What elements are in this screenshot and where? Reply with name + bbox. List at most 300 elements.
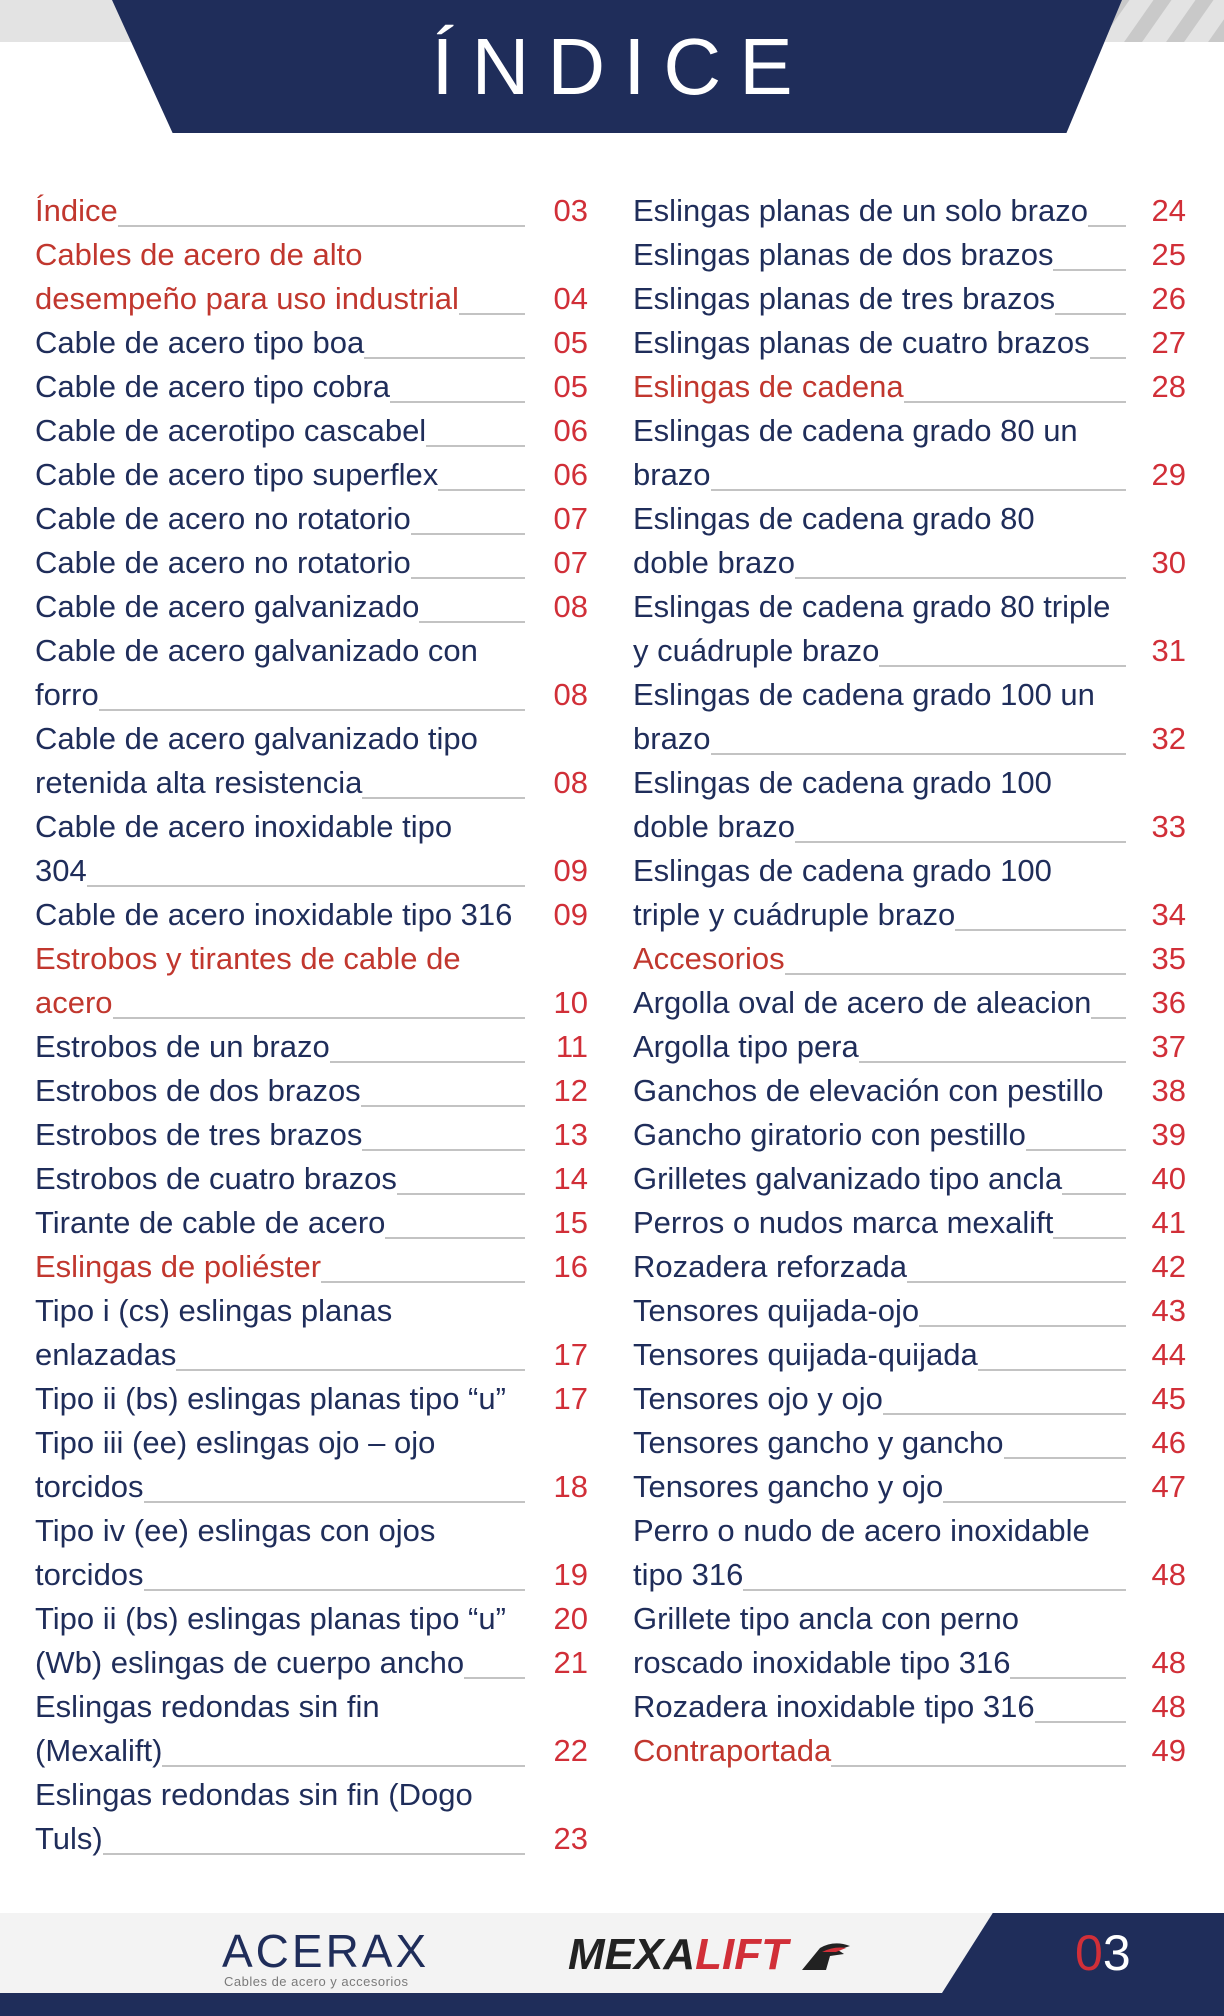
index-entry-text: [633, 1289, 1126, 1333]
index-entry-page: 07: [553, 501, 588, 536]
index-entry[interactable]: [633, 1157, 1197, 1201]
index-entry-page: 03: [553, 193, 588, 228]
index-entry-text: [35, 717, 525, 805]
index-entry[interactable]: [35, 497, 602, 541]
index-entry[interactable]: [35, 629, 602, 717]
index-entry[interactable]: [633, 981, 1197, 1025]
index-entry-page: 06: [553, 457, 588, 492]
index-entry-page: 25: [1151, 237, 1186, 272]
index-entry[interactable]: [633, 321, 1197, 365]
index-entry-line: Eslingas planas de tres brazos: [633, 281, 1056, 316]
leader-line: [883, 1411, 1126, 1415]
index-entry-line: (Mexalift): [35, 1733, 163, 1768]
index-entry-text: [35, 409, 525, 453]
index-entry-text: [633, 497, 1126, 585]
index-entry-line: doble brazo: [633, 545, 796, 580]
index-entry-page: 47: [1151, 1469, 1186, 1504]
index-entry-page: 36: [1151, 985, 1186, 1020]
index-entry[interactable]: [35, 1773, 602, 1861]
index-entry-page: 08: [553, 765, 588, 800]
index-entry-page: 37: [1151, 1029, 1186, 1064]
index-entry-line: Eslingas de cadena grado 100: [633, 765, 1052, 800]
index-entry-page: 44: [1151, 1337, 1186, 1372]
index-entry-page: 16: [553, 1249, 588, 1284]
index-entry-page: 10: [553, 985, 588, 1020]
index-entry-text: [633, 585, 1126, 673]
index-entry-line: doble brazo: [633, 809, 796, 844]
index-entry-text: [633, 1509, 1126, 1597]
leader-line: [795, 839, 1126, 843]
leader-line: [795, 575, 1126, 579]
index-entry-line: forro: [35, 677, 99, 712]
index-entry-page: 48: [1151, 1689, 1186, 1724]
index-entry-page: 42: [1151, 1249, 1186, 1284]
index-entry-line: Tirante de cable de acero: [35, 1205, 386, 1240]
leader-line: [385, 1235, 525, 1239]
index-entry-text: [35, 1245, 525, 1289]
index-entry-line: Grilletes galvanizado tipo ancla: [633, 1161, 1063, 1196]
index-entry-line: Tipo ii (bs) eslingas planas tipo “u”: [35, 1381, 506, 1416]
leader-line: [362, 1147, 525, 1151]
index-entry-text: [35, 1289, 525, 1377]
index-entry-page: 07: [553, 545, 588, 580]
index-entry-page: 46: [1151, 1425, 1186, 1460]
index-entry-page: 18: [553, 1469, 588, 1504]
index-entry-text: [35, 1025, 525, 1069]
index-entry[interactable]: [633, 233, 1197, 277]
index-entry-line: Cable de acerotipo cascabel: [35, 413, 427, 448]
leader-line: [955, 927, 1126, 931]
index-entry-line: Tensores ojo y ojo: [633, 1381, 883, 1416]
index-entry-line: brazo: [633, 457, 711, 492]
leader-line: [785, 971, 1126, 975]
index-entry-line: Índice: [35, 193, 118, 228]
leader-line: [943, 1499, 1126, 1503]
index-entry-line: Ganchos de elevación con pestillo: [633, 1073, 1104, 1108]
index-entry-line: Cable de acero no rotatorio: [35, 501, 411, 536]
index-entry-page: 43: [1151, 1293, 1186, 1328]
index-entry-page: 19: [553, 1557, 588, 1592]
index-entry-text: [633, 1465, 1126, 1509]
index-entry-page: 17: [553, 1381, 588, 1416]
index-entry-line: Estrobos y tirantes de cable de: [35, 941, 461, 976]
leader-line: [1091, 1015, 1126, 1019]
index-column-left: [35, 189, 602, 1861]
index-entry[interactable]: [35, 717, 602, 805]
leader-line: [1090, 355, 1126, 359]
index-entry-line: Eslingas de cadena grado 80 triple: [633, 589, 1111, 624]
index-entry-line: Eslingas planas de un solo brazo: [633, 193, 1088, 228]
index-entry[interactable]: [633, 673, 1197, 761]
index-entry-page: 31: [1151, 633, 1186, 668]
index-entry-line: triple y cuádruple brazo: [633, 897, 956, 932]
index-entry-text: [633, 321, 1126, 365]
index-entry-text: [633, 849, 1126, 937]
leader-line: [426, 443, 525, 447]
leader-line: [919, 1323, 1126, 1327]
index-entry[interactable]: [35, 541, 602, 585]
leader-line: [859, 1059, 1126, 1063]
index-entry-line: torcidos: [35, 1469, 144, 1504]
index-entry-text: [633, 189, 1126, 233]
index-entry[interactable]: [35, 1113, 602, 1157]
index-entry[interactable]: [35, 1289, 602, 1377]
index-entry-line: Eslingas planas de cuatro brazos: [633, 325, 1090, 360]
index-column-right: [633, 189, 1197, 1773]
index-entry-text: [35, 1421, 525, 1509]
acerax-logo-tagline: Cables de acero y accesorios: [224, 1974, 409, 1989]
index-entry[interactable]: [633, 1201, 1197, 1245]
index-entry-line: 304: [35, 853, 87, 888]
index-entry[interactable]: [633, 189, 1197, 233]
index-entry-line: acero: [35, 985, 113, 1020]
index-entry-text: [35, 1773, 525, 1861]
leader-line: [103, 1851, 525, 1855]
index-entry-line: (Wb) eslingas de cuerpo ancho: [35, 1645, 465, 1680]
leader-line: [397, 1191, 525, 1195]
index-entry-page: 39: [1151, 1117, 1186, 1152]
index-entry-line: Accesorios: [633, 941, 785, 976]
index-entry-line: Rozadera inoxidable tipo 316: [633, 1689, 1035, 1724]
index-entry[interactable]: [633, 1465, 1197, 1509]
index-section-entry[interactable]: [35, 937, 602, 1025]
index-entry-text: [35, 189, 525, 233]
leader-line: [978, 1367, 1126, 1371]
index-entry-page: 41: [1151, 1205, 1186, 1240]
index-entry-line: Tensores gancho y gancho: [633, 1425, 1004, 1460]
index-entry[interactable]: [633, 277, 1197, 321]
index-entry-page: 24: [1151, 193, 1186, 228]
index-entry-line: Cable de acero tipo boa: [35, 325, 365, 360]
index-entry[interactable]: [633, 849, 1197, 937]
index-entry[interactable]: [35, 1377, 602, 1421]
index-entry-text: [633, 365, 1126, 409]
index-entry-text: [35, 1377, 525, 1421]
index-entry-text: [633, 981, 1126, 1025]
index-entry[interactable]: [35, 1597, 602, 1641]
index-entry-text: [35, 497, 525, 541]
index-entry-page: 13: [553, 1117, 588, 1152]
index-entry-line: Estrobos de tres brazos: [35, 1117, 363, 1152]
index-entry-page: 20: [553, 1601, 588, 1636]
index-entry-line: tipo 316: [633, 1557, 744, 1592]
index-entry[interactable]: [633, 1069, 1197, 1113]
leader-line: [330, 1059, 525, 1063]
page-number-digit-1: 0: [1075, 1925, 1103, 1981]
index-entry-line: Estrobos de dos brazos: [35, 1073, 361, 1108]
index-entry[interactable]: [633, 761, 1197, 849]
index-entry-text: [35, 805, 525, 893]
index-entry-text: [35, 365, 525, 409]
leader-line: [711, 487, 1126, 491]
leader-line: [176, 1367, 525, 1371]
eagle-icon: [800, 1940, 852, 1974]
mexalift-logo-part2: LIFT: [695, 1930, 788, 1979]
index-entry-line: Perro o nudo de acero inoxidable: [633, 1513, 1090, 1548]
index-entry-line: Cable de acero inoxidable tipo 316: [35, 897, 513, 932]
index-entry-text: [633, 1729, 1126, 1773]
index-entry[interactable]: [633, 1597, 1197, 1685]
index-entry[interactable]: [35, 1685, 602, 1773]
index-entry-text: [35, 1641, 525, 1685]
leader-line: [144, 1499, 525, 1503]
index-entry-page: 48: [1151, 1557, 1186, 1592]
index-entry-line: desempeño para uso industrial: [35, 281, 459, 316]
index-entry[interactable]: [633, 1333, 1197, 1377]
index-entry[interactable]: [35, 409, 602, 453]
index-entry-page: 34: [1151, 897, 1186, 932]
index-entry-line: Grillete tipo ancla con perno: [633, 1601, 1020, 1636]
index-entry[interactable]: [35, 585, 602, 629]
index-entry-text: [35, 233, 525, 321]
index-entry-text: [633, 673, 1126, 761]
index-entry-page: 08: [553, 677, 588, 712]
index-entry-text: [35, 629, 525, 717]
leader-line: [1062, 1191, 1126, 1195]
index-entry-page: 17: [553, 1337, 588, 1372]
index-entry[interactable]: [633, 1025, 1197, 1069]
leader-line: [87, 883, 525, 887]
index-entry[interactable]: [35, 1201, 602, 1245]
index-entry[interactable]: [35, 893, 602, 937]
index-entry-line: Contraportada: [633, 1733, 832, 1768]
index-entry-line: Eslingas planas de dos brazos: [633, 237, 1054, 272]
index-entry[interactable]: [35, 1157, 602, 1201]
leader-line: [879, 663, 1126, 667]
index-entry-text: [35, 1201, 525, 1245]
index-entry[interactable]: [35, 1421, 602, 1509]
leader-line: [99, 707, 525, 711]
index-entry-text: [633, 761, 1126, 849]
leader-line: [419, 619, 525, 623]
index-entry-line: Eslingas de cadena: [633, 369, 904, 404]
index-entry[interactable]: [633, 585, 1197, 673]
index-section-entry[interactable]: [35, 189, 602, 233]
mexalift-logo: [568, 1930, 852, 1980]
index-entry[interactable]: [633, 409, 1197, 497]
index-entry-text: [35, 453, 525, 497]
index-entry-line: Cable de acero inoxidable tipo: [35, 809, 453, 844]
index-entry-line: Tuls): [35, 1821, 103, 1856]
index-entry[interactable]: [35, 1069, 602, 1113]
index-entry-line: Eslingas de poliéster: [35, 1249, 322, 1284]
leader-line: [361, 1103, 525, 1107]
index-entry-page: 08: [553, 589, 588, 624]
index-entry-page: 29: [1151, 457, 1186, 492]
index-entry[interactable]: [35, 1641, 602, 1685]
index-entry-page: 26: [1151, 281, 1186, 316]
index-entry-line: Eslingas de cadena grado 100 un: [633, 677, 1095, 712]
index-entry-page: 09: [553, 853, 588, 888]
index-entry-page: 30: [1151, 545, 1186, 580]
leader-line: [711, 751, 1126, 755]
leader-line: [411, 575, 525, 579]
index-entry[interactable]: [35, 805, 602, 893]
index-entry-page: 09: [553, 897, 588, 932]
index-entry-line: roscado inoxidable tipo 316: [633, 1645, 1011, 1680]
index-entry-page: 05: [553, 369, 588, 404]
index-entry-text: [35, 1069, 525, 1113]
index-entry-text: [633, 1245, 1126, 1289]
index-entry[interactable]: [35, 1025, 602, 1069]
leader-line: [162, 1763, 525, 1767]
index-entry-line: Cable de acero galvanizado: [35, 589, 420, 624]
leader-line: [438, 487, 525, 491]
index-entry-text: [35, 585, 525, 629]
index-entry-page: 35: [1151, 941, 1186, 976]
index-entry-line: Estrobos de un brazo: [35, 1029, 330, 1064]
leader-line: [831, 1763, 1126, 1767]
index-entry[interactable]: [35, 365, 602, 409]
index-entry-line: Tipo i (cs) eslingas planas: [35, 1293, 393, 1328]
index-entry-text: [35, 541, 525, 585]
index-entry-line: enlazadas: [35, 1337, 177, 1372]
footer-bottom-bar: [0, 1993, 1224, 2016]
leader-line: [904, 399, 1126, 403]
leader-line: [321, 1279, 525, 1283]
index-entry-text: [35, 1509, 525, 1597]
leader-line: [113, 1015, 525, 1019]
leader-line: [411, 531, 525, 535]
leader-line: [1035, 1719, 1126, 1723]
acerax-logo: [222, 1925, 492, 1989]
index-entry-line: Cable de acero galvanizado tipo: [35, 721, 478, 756]
index-entry-page: 12: [553, 1073, 588, 1108]
index-entry-text: [35, 1685, 525, 1773]
index-entry-line: Eslingas redondas sin fin: [35, 1689, 380, 1724]
leader-line: [1053, 1235, 1126, 1239]
index-entry-line: Tensores quijada-quijada: [633, 1337, 978, 1372]
index-entry[interactable]: [633, 1685, 1197, 1729]
index-entry-page: 06: [553, 413, 588, 448]
index-entry-page: 45: [1151, 1381, 1186, 1416]
index-entry-line: Perros o nudos marca mexalift: [633, 1205, 1054, 1240]
index-entry-text: [35, 321, 525, 365]
index-entry-text: [633, 277, 1126, 321]
index-entry[interactable]: [633, 1509, 1197, 1597]
leader-line: [907, 1279, 1126, 1283]
index-entry-page: 32: [1151, 721, 1186, 756]
index-section-entry[interactable]: [633, 365, 1197, 409]
leader-line: [1004, 1455, 1126, 1459]
index-entry-page: 11: [555, 1029, 588, 1064]
index-entry[interactable]: [35, 1509, 602, 1597]
index-entry-line: y cuádruple brazo: [633, 633, 880, 668]
index-entry-text: [633, 233, 1126, 277]
leader-line: [364, 355, 525, 359]
index-entry-text: [35, 1597, 525, 1641]
index-entry-text: [633, 409, 1126, 497]
index-entry-line: Argolla oval de acero de aleacion: [633, 985, 1092, 1020]
index-entry[interactable]: [35, 453, 602, 497]
index-entry-page: 38: [1151, 1073, 1186, 1108]
index-entry-line: Gancho giratorio con pestillo: [633, 1117, 1026, 1152]
leader-line: [390, 399, 525, 403]
index-entry-line: Eslingas de cadena grado 100: [633, 853, 1052, 888]
leader-line: [362, 795, 525, 799]
page-title: ÍNDICE: [431, 21, 811, 111]
index-entry-page: 15: [553, 1205, 588, 1240]
index-entry-line: Cable de acero galvanizado con: [35, 633, 478, 668]
index-entry-text: [633, 1333, 1126, 1377]
index-entry-text: [633, 1113, 1126, 1157]
index-entry[interactable]: [633, 1421, 1197, 1465]
index-section-entry[interactable]: [35, 233, 602, 321]
index-entry-line: Cables de acero de alto: [35, 237, 363, 272]
index-entry-text: [633, 1597, 1126, 1685]
index-entry[interactable]: [633, 497, 1197, 585]
index-entry-page: 48: [1151, 1645, 1186, 1680]
page-number-digit-2: 3: [1102, 1925, 1131, 1981]
index-entry-text: [35, 1113, 525, 1157]
index-entry-text: [633, 937, 1126, 981]
acerax-logo-name: ACERAX: [222, 1925, 430, 1977]
index-entry-page: 23: [553, 1821, 588, 1856]
index-entry[interactable]: [633, 1289, 1197, 1333]
index-entry-text: [35, 893, 525, 937]
index-entry-line: Estrobos de cuatro brazos: [35, 1161, 397, 1196]
index-entry-page: 27: [1151, 325, 1186, 360]
index-entry[interactable]: [633, 1377, 1197, 1421]
index-entry-page: 04: [553, 281, 588, 316]
index-entry-text: [633, 1157, 1126, 1201]
leader-line: [464, 1675, 525, 1679]
index-entry-page: 05: [553, 325, 588, 360]
index-entry-line: Rozadera reforzada: [633, 1249, 907, 1284]
index-entry-line: Cable de acero tipo cobra: [35, 369, 391, 404]
leader-line: [1053, 267, 1126, 271]
index-entry-line: retenida alta resistencia: [35, 765, 363, 800]
leader-line: [118, 223, 525, 227]
index-entry-text: [633, 1025, 1126, 1069]
index-entry-text: [35, 1157, 525, 1201]
index-entry-line: Cable de acero tipo superflex: [35, 457, 439, 492]
index-entry-page: 28: [1151, 369, 1186, 404]
index-section-entry[interactable]: [35, 1245, 602, 1289]
leader-line: [1088, 223, 1126, 227]
index-entry-line: Cable de acero no rotatorio: [35, 545, 411, 580]
index-entry-page: 21: [553, 1645, 588, 1680]
index-entry-line: Tipo ii (bs) eslingas planas tipo “u”: [35, 1601, 506, 1636]
index-entry[interactable]: [633, 1245, 1197, 1289]
index-entry-text: [633, 1377, 1126, 1421]
index-entry-line: Eslingas de cadena grado 80: [633, 501, 1035, 536]
index-entry-text: [633, 1201, 1126, 1245]
index-entry-page: 33: [1151, 809, 1186, 844]
index-entry-line: Argolla tipo pera: [633, 1029, 859, 1064]
leader-line: [743, 1587, 1126, 1591]
index-section-entry[interactable]: [633, 1729, 1197, 1773]
index-entry-page: 49: [1151, 1733, 1186, 1768]
index-entry[interactable]: [35, 321, 602, 365]
index-entry-line: Eslingas redondas sin fin (Dogo: [35, 1777, 473, 1812]
index-entry-text: [633, 1685, 1126, 1729]
leader-line: [459, 311, 525, 315]
leader-line: [1010, 1675, 1126, 1679]
index-entry-page: 22: [553, 1733, 588, 1768]
index-entry[interactable]: [633, 1113, 1197, 1157]
index-entry-page: 40: [1151, 1161, 1186, 1196]
index-entry-page: 14: [553, 1161, 588, 1196]
index-section-entry[interactable]: [633, 937, 1197, 981]
leader-line: [1026, 1147, 1126, 1151]
leader-line: [1055, 311, 1126, 315]
index-entry-line: brazo: [633, 721, 711, 756]
index-entry-line: Tipo iii (ee) eslingas ojo – ojo: [35, 1425, 436, 1460]
index-entry-line: torcidos: [35, 1557, 144, 1592]
index-entry-line: Eslingas de cadena grado 80 un: [633, 413, 1078, 448]
leader-line: [144, 1587, 525, 1591]
